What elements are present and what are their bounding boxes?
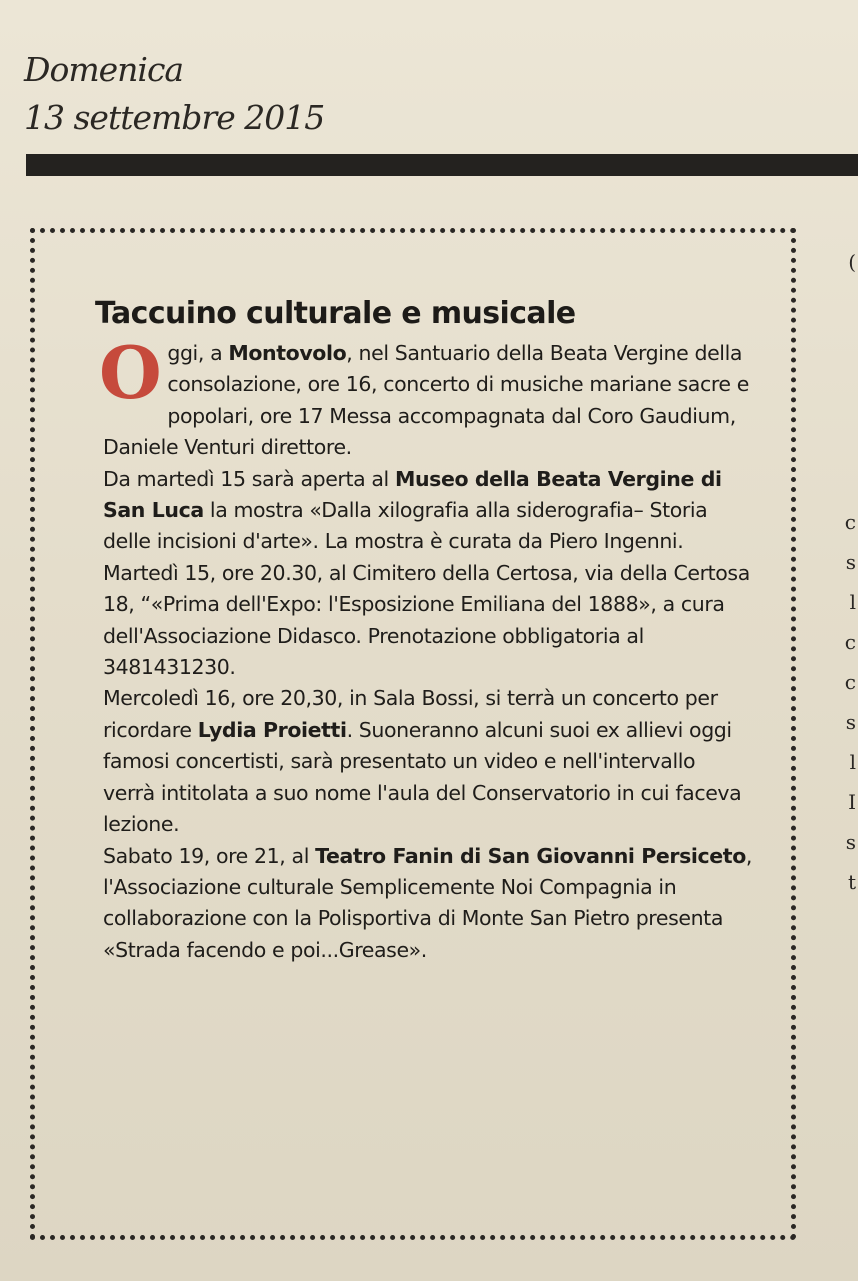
edge-fragment: (	[848, 250, 856, 274]
drop-cap: O	[99, 330, 162, 415]
edge-fragment: I	[848, 790, 856, 814]
bold-text: Teatro Fanin di San Giovanni Persiceto	[315, 843, 746, 868]
edge-fragment: t	[847, 870, 856, 894]
text: la mostra «Dalla xilografia alla siderografia– Storia delle incisioni d'arte». La mostra è curata da Piero Ingenni.	[103, 498, 708, 554]
bold-text: Montovolo	[228, 341, 347, 365]
text: ggi, a	[167, 341, 229, 365]
article-body	[99, 330, 753, 966]
header-date: 13 settembre 2015	[24, 98, 325, 137]
edge-fragment: s	[845, 830, 856, 854]
bold-text: Museo della Beata Vergine di San Luca	[103, 466, 722, 523]
edge-fragment: c	[844, 630, 856, 654]
edge-fragment: l	[849, 590, 856, 614]
edge-fragment: c	[844, 510, 856, 534]
header-day: Domenica	[24, 50, 184, 89]
adjacent-column-edge	[838, 250, 858, 930]
text: Mercoledì 16, ore 20,30, in Sala Bossi, si terrà un concerto per ricordare	[103, 686, 718, 742]
paragraph-teatro-fanin	[103, 841, 753, 967]
article-title: Taccuino culturale e musicale	[95, 296, 576, 331]
text: Sabato 19, ore 21, al	[103, 843, 316, 868]
paragraph-museo	[103, 464, 753, 558]
text: , l'Associazione culturale Semplicemente Noi Compagnia in collaborazione con la Polisportiva di Monte San Pietro presenta «Strada facendo e poi...Grease».	[103, 843, 753, 962]
paragraph-montovolo	[99, 330, 753, 464]
paragraph-certosa	[103, 558, 753, 684]
edge-fragment: s	[845, 550, 856, 574]
text: Da martedì 15 sarà aperta al	[103, 466, 395, 491]
edge-fragment: c	[844, 670, 856, 694]
text: , nel Santuario della Beata Vergine della consolazione, ore 16, concerto di musiche mariane sacre e popolari, ore 17 Messa accompagnata dal Coro Gaudium, Daniele Venturi direttore.	[103, 341, 749, 460]
text: Martedì 15, ore 20.30, al Cimitero della Certosa, via della Certosa 18, “«Prima dell'Expo: l'Esposizione Emiliana del 1888», a cura dell'Associazione Didasco. Prenotazione obbligatoria al 3481431230.	[103, 560, 750, 680]
paragraph-sala-bossi	[103, 683, 753, 840]
header-rule	[26, 154, 858, 176]
bold-text: Lydia Proietti	[197, 717, 347, 742]
edge-fragment: l	[849, 750, 856, 774]
edge-fragment: s	[845, 710, 856, 734]
text: . Suoneranno alcuni suoi ex allievi oggi famosi concertisti, sarà presentato un video e nell'intervallo verrà intitolata a suo nome l'aula del Conservatorio in cui faceva lezione.	[103, 717, 742, 837]
